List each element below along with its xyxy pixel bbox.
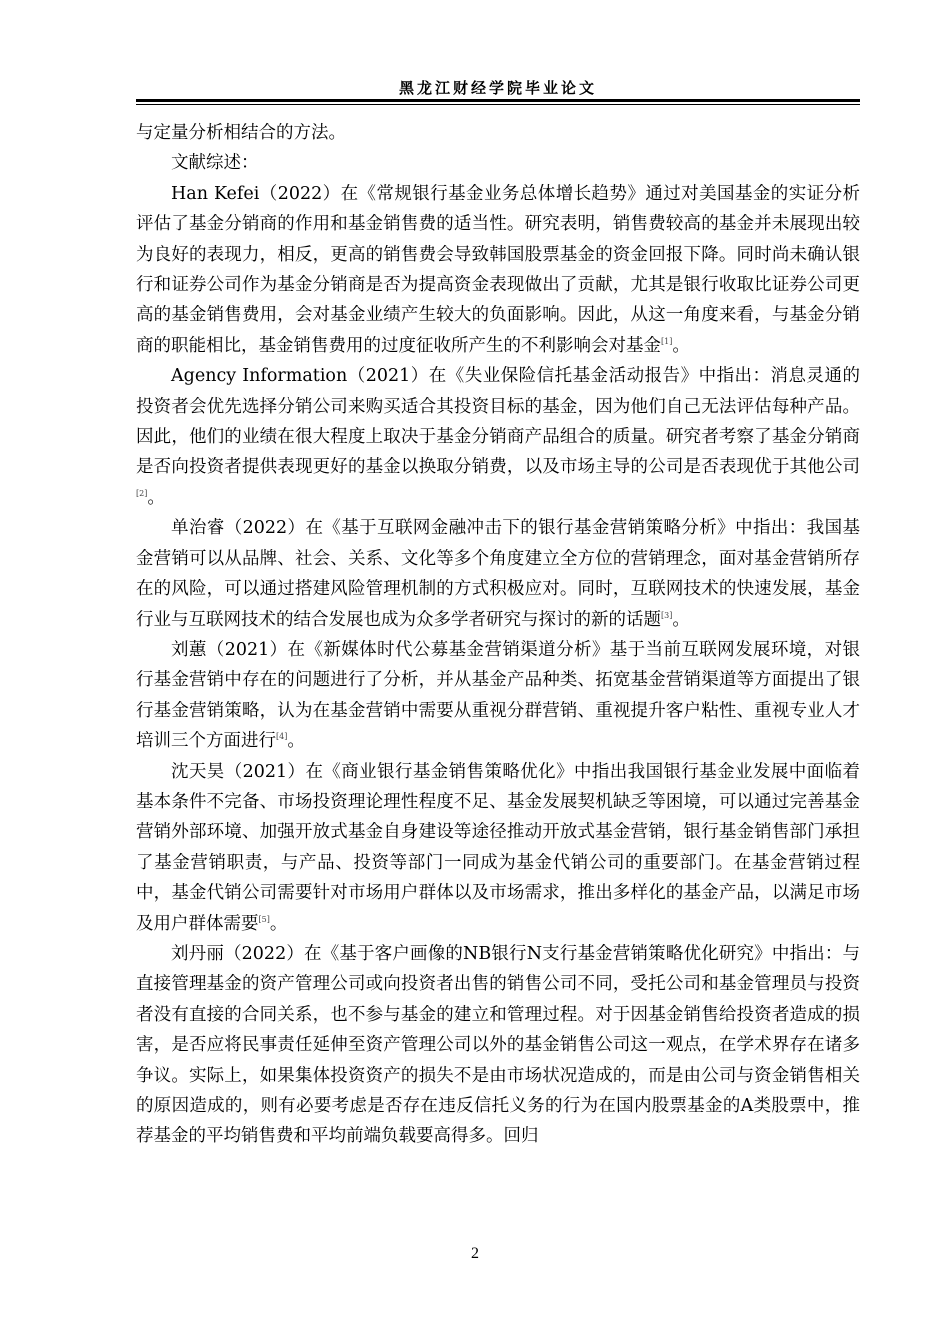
paragraph: 单治睿（2022）在《基于互联网金融冲击下的银行基金营销策略分析》中指出：我国基金营销可以从品牌、社会、关系、文化等多个角度建立全方位的营销理念，面对基金营销所存在的风险，可以通过搭建风险管理机制的方式积极应对。同时，互联网技术的快速发展，基金行业与互联网技术的结合发展也成为众多学者研究与探讨的新的话题[3]。 <box>136 518 860 630</box>
page-number: 2 <box>471 1245 479 1262</box>
paragraph: Agency Information（2021）在《失业保险信托基金活动报告》中指出：消息灵通的投资者会优先选择分销公司来购买适合其投资目标的基金，因为他们自己无法评估每种产品。因此，他们的业绩在很大程度上取决于基金分销商产品组合的质量。研究者考察了基金分销商是否向投资者提供表现更好的基金以换取分销费，以及市场主导的公司是否表现优于其他公司[2]。 <box>136 366 860 508</box>
document-body <box>136 118 860 1152</box>
citation-ref: [5] <box>258 914 270 924</box>
page-header-title: 黑龙江财经学院毕业论文 <box>398 79 597 97</box>
header-rule-thin <box>136 104 860 105</box>
paragraph: 刘蕙（2021）在《新媒体时代公募基金营销渠道分析》基于当前互联网发展环境，对银行基金营销中存在的问题进行了分析，并从基金产品种类、拓宽基金营销渠道等方面提出了银行基金营销策略，认为在基金营销中需要从重视分群营销、重视提升客户粘性、重视专业人才培训三个方面进行[4]。 <box>136 639 860 752</box>
citation-ref: [3] <box>661 610 673 620</box>
paragraph: 与定量分析相结合的方法。 <box>136 123 346 143</box>
citation-ref: [4] <box>276 732 288 742</box>
paragraph: 文献综述： <box>171 153 259 174</box>
citation-ref: [2] <box>136 489 148 499</box>
paragraph: 刘丹丽（2022）在《基于客户画像的NB银行N支行基金营销策略优化研究》中指出：与直接管理基金的资产管理公司或向投资者出售的销售公司不同，受托公司和基金管理员与投资者没有直接的合同关系，也不参与基金的建立和管理过程。对于因基金销售给投资者造成的损害，是否应将民事责任延伸至资产管理公司以外的基金销售公司这一观点，在学术界存在诸多争议。实际上，如果集体投资资产的损失不是由市场状况造成的，而是由公司与资金销售相关的原因造成的，则有必要考虑是否存在违反信托义务的行为在国内股票基金的A类股票中，推荐基金的平均销售费和平均前端负载要高得多。回归 <box>136 943 860 1147</box>
header-rule-thick <box>136 99 860 102</box>
citation-ref: [1] <box>661 337 673 347</box>
paragraph: Han Kefei（2022）在《常规银行基金业务总体增长趋势》通过对美国基金的实证分析评估了基金分销商的作用和基金销售费的适当性。研究表明，销售费较高的基金并未展现出较为良好的表现力，相反，更高的销售费会导致韩国股票基金的资金回报下降。同时尚未确认银行和证券公司作为基金分销商是否为提高资金表现做出了贡献，尤其是银行收取比证券公司更高的基金销售费用，会对基金业绩产生较大的负面影响。因此，从这一角度来看，与基金分销商的职能相比，基金销售费用的过度征收所产生的不利影响会对基金[1]。 <box>136 183 860 356</box>
paragraph: 沈天昊（2021）在《商业银行基金销售策略优化》中指出我国银行基金业发展中面临着基本条件不完备、市场投资理论理性程度不足、基金发展契机缺乏等困境，可以通过完善基金营销外部环境、加强开放式基金自身建设等途径推动开放式基金营销，银行基金销售部门承担了基金营销职责，与产品、投资等部门一同成为基金代销公司的重要部门。在基金营销过程中，基金代销公司需要针对市场用户群体以及市场需求，推出多样化的基金产品，以满足市场及用户群体需要[5]。 <box>136 761 860 934</box>
